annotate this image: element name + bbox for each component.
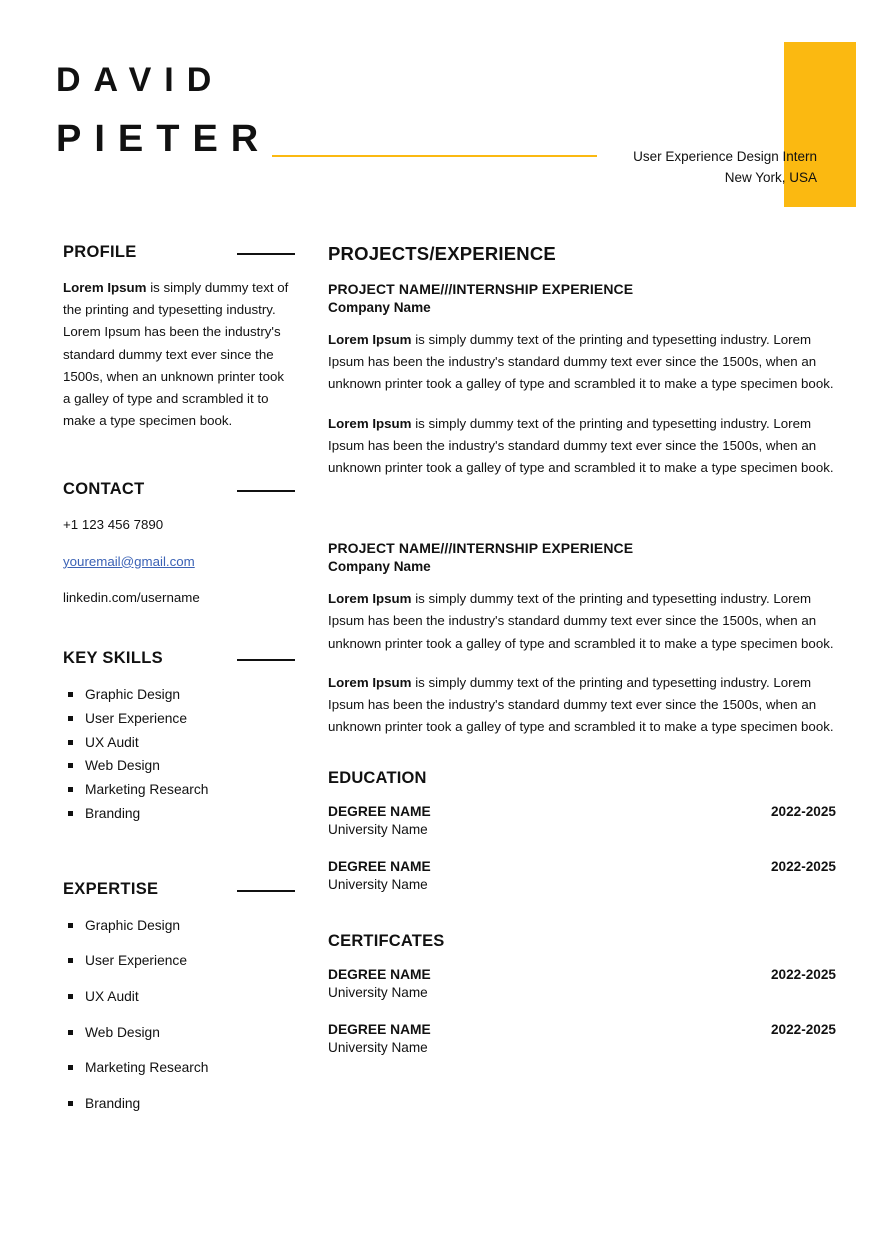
profile-heading: PROFILE [63, 243, 137, 261]
list-item: Marketing Research [63, 1056, 295, 1080]
heading-dash [237, 890, 295, 892]
resume-header [0, 0, 889, 215]
projects-heading: PROJECTS/EXPERIENCE [328, 243, 556, 264]
education-school: University Name [328, 822, 428, 838]
list-item: Graphic Design [63, 914, 295, 938]
list-item: Graphic Design [63, 683, 295, 707]
education-list [328, 804, 836, 892]
profile-heading-row [63, 243, 295, 263]
experience-title: PROJECT NAME///INTERNSHIP EXPERIENCE [328, 281, 634, 297]
experience-paragraph [328, 588, 836, 655]
expertise-list [63, 914, 295, 1116]
expertise-heading-row [63, 880, 295, 900]
education-school: University Name [328, 877, 428, 893]
certificate-degree: DEGREE NAME [328, 1022, 431, 1038]
list-item: Web Design [63, 1021, 295, 1045]
key-skills-section [63, 649, 295, 825]
experience-company: Company Name [328, 559, 431, 575]
education-years: 2022-2025 [770, 804, 836, 820]
list-item: Branding [63, 1092, 295, 1116]
first-name: DAVID [56, 61, 225, 99]
experience-title: PROJECT NAME///INTERNSHIP EXPERIENCE [328, 540, 634, 557]
last-name: PIETER [56, 118, 272, 160]
certificate-years: 2022-2025 [770, 967, 836, 983]
certificate-school: University Name [328, 985, 428, 1001]
list-item: UX Audit [63, 985, 295, 1009]
paragraph-lead: Lorem Ipsum [328, 674, 412, 690]
location-text: New York, USA [724, 169, 817, 185]
certificate-school: University Name [328, 1040, 428, 1056]
expertise-heading: EXPERTISE [63, 879, 159, 898]
experience-company: Company Name [328, 300, 431, 315]
list-item: Marketing Research [63, 778, 295, 802]
contact-heading: CONTACT [63, 480, 145, 499]
section-spacer [328, 496, 836, 540]
certificate-row [328, 967, 836, 1000]
contact-linkedin: linkedin.com/username [63, 589, 200, 605]
heading-dash [237, 253, 295, 255]
paragraph-body: is simply dummy text of the printing and typesetting industry. Lorem Ipsum has been the industry's standard dummy text ever since the 1500s, when an unknown printer took a galley of type and scrambled it to make a type specimen book. [328, 415, 834, 476]
profile-lead: Lorem Ipsum [63, 280, 147, 295]
key-skills-heading: KEY SKILLS [63, 649, 163, 668]
contact-email-row[interactable] [63, 551, 295, 572]
education-years: 2022-2025 [770, 859, 836, 875]
paragraph-body: is simply dummy text of the printing and typesetting industry. Lorem Ipsum has been the industry's standard dummy text ever since the 1500s, when an unknown printer took a galley of type and scrambled it to make a type specimen book. [328, 591, 834, 651]
profile-body: is simply dummy text of the printing and typesetting industry. Lorem Ipsum has been the industry's standard dummy text ever since the 1500s, when an unknown printer took a galley of type and scrambled it to make a type specimen book. [63, 280, 289, 429]
list-item: Web Design [63, 754, 295, 778]
profile-text [63, 277, 295, 432]
heading-dash [237, 659, 295, 661]
paragraph-lead: Lorem Ipsum [328, 415, 412, 431]
list-item: User Experience [63, 949, 295, 973]
contact-section [63, 480, 295, 608]
contact-heading-row [63, 480, 295, 500]
paragraph-body: is simply dummy text of the printing and typesetting industry. Lorem Ipsum has been the industry's standard dummy text ever since the 1500s, when an unknown printer took a galley of type and scrambled it to make a type specimen book. [328, 674, 834, 735]
contact-phone: +1 123 456 7890 [63, 517, 164, 533]
paragraph-lead: Lorem Ipsum [328, 332, 412, 347]
contact-email-link[interactable]: youremail@gmail.com [63, 553, 195, 569]
job-role-title: User Experience Design Intern [633, 149, 817, 164]
certificate-row [328, 1022, 836, 1055]
list-item: Branding [63, 802, 295, 826]
key-skills-heading-row [63, 649, 295, 669]
list-item: User Experience [63, 707, 295, 731]
paragraph-body: is simply dummy text of the printing and typesetting industry. Lorem Ipsum has been the industry's standard dummy text ever since the 1500s, when an unknown printer took a galley of type and scrambled it to make a type specimen book. [328, 332, 834, 392]
education-heading: EDUCATION [328, 769, 427, 788]
certificates-list [328, 967, 836, 1055]
education-degree: DEGREE NAME [328, 859, 431, 875]
right-column [328, 243, 836, 1077]
experience-entry [328, 540, 836, 738]
certificate-degree: DEGREE NAME [328, 967, 431, 983]
heading-dash [237, 490, 295, 492]
left-column [63, 243, 295, 1128]
experience-paragraph [328, 329, 836, 396]
expertise-section [63, 880, 295, 1116]
experience-paragraph [328, 672, 836, 739]
header-divider-line [272, 155, 597, 157]
certificate-years: 2022-2025 [770, 1022, 836, 1038]
list-item: UX Audit [63, 731, 295, 755]
certificates-heading: CERTIFCATES [328, 932, 445, 951]
header-role-block [633, 147, 817, 189]
education-degree: DEGREE NAME [328, 804, 431, 820]
education-row [328, 859, 836, 892]
experience-paragraph [328, 413, 836, 480]
paragraph-lead: Lorem Ipsum [328, 591, 412, 607]
education-row [328, 804, 836, 837]
experience-entry [328, 281, 836, 479]
key-skills-list [63, 683, 295, 825]
profile-section [63, 243, 295, 432]
